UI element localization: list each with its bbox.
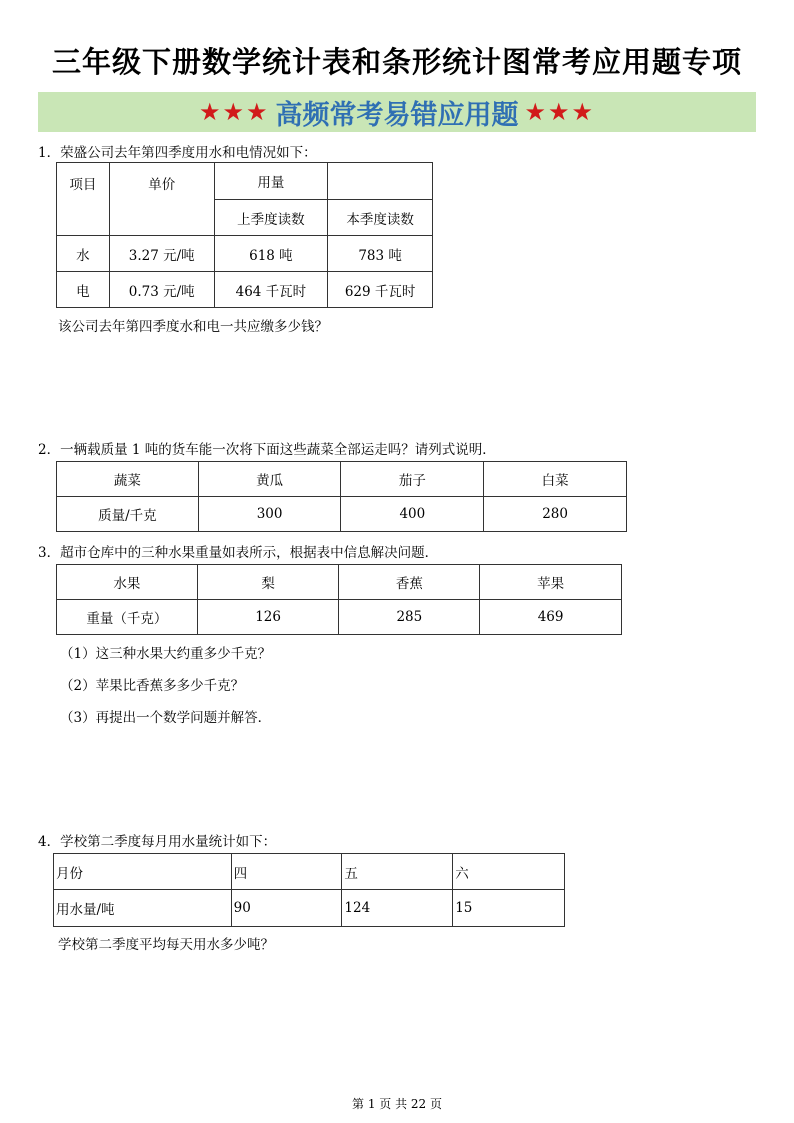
q4-cell: 124 [342, 890, 453, 927]
q1-cell: 水 [57, 236, 110, 272]
question-1-ask: 该公司去年第四季度水和电一共应缴多少钱？ [58, 319, 328, 335]
q4-head: 五 [342, 854, 453, 890]
question-3-sub-3: （3）再提出一个数学问题并解答． [60, 710, 272, 726]
table-row [54, 890, 565, 927]
q2-cell: 280 [484, 497, 627, 532]
q3-cell: 重量（千克） [57, 600, 198, 635]
q1-cell: 电 [57, 272, 110, 308]
stars-left: ★★★ [198, 98, 270, 126]
table-row [54, 854, 565, 890]
q3-table [56, 564, 622, 635]
q2-table [56, 461, 627, 532]
q4-table [53, 853, 565, 927]
page-footer: 第 1 页 共 22 页 [352, 1097, 442, 1111]
section-banner [38, 92, 756, 132]
q4-head: 月份 [54, 854, 232, 890]
q3-cell: 126 [197, 600, 339, 635]
question-3-text: 3．超市仓库中的三种水果重量如表所示，根据表中信息解决问题． [38, 545, 439, 561]
q1-cell: 0.73 元/吨 [109, 272, 214, 308]
q1-head-last: 上季度读数 [214, 200, 328, 236]
q4-head: 六 [453, 854, 565, 890]
table-row [57, 272, 433, 308]
q3-head: 苹果 [480, 565, 622, 600]
question-3-sub-2: （2）苹果比香蕉多多少千克？ [60, 678, 245, 694]
q1-table [56, 162, 433, 308]
table-row [57, 236, 433, 272]
q3-cell: 469 [480, 600, 622, 635]
q1-head-empty [328, 163, 433, 200]
q1-cell: 464 千瓦时 [214, 272, 328, 308]
q4-cell: 用水量/吨 [54, 890, 232, 927]
table-row [57, 497, 627, 532]
q3-cell: 285 [339, 600, 480, 635]
q4-cell: 15 [453, 890, 565, 927]
question-4-text: 4．学校第二季度每月用水量统计如下： [38, 834, 277, 850]
q3-head: 水果 [57, 565, 198, 600]
question-2-text: 2．一辆载质量 1 吨的货车能一次将下面这些蔬菜全部运走吗？请列式说明． [38, 442, 496, 458]
question-3-sub-1: （1）这三种水果大约重多少千克？ [60, 646, 272, 662]
q4-head: 四 [231, 854, 342, 890]
q1-head-this: 本季度读数 [328, 200, 433, 236]
q1-head-price: 单价 [109, 163, 214, 236]
q3-head: 香蕉 [339, 565, 480, 600]
q1-cell: 3.27 元/吨 [109, 236, 214, 272]
q2-head: 白菜 [484, 462, 627, 497]
q1-head-usage: 用量 [214, 163, 328, 200]
q2-cell: 300 [198, 497, 341, 532]
q3-head: 梨 [197, 565, 339, 600]
q1-cell: 618 吨 [214, 236, 328, 272]
question-1-text: 1．荣盛公司去年第四季度用水和电情况如下： [38, 145, 317, 161]
table-row [57, 600, 622, 635]
table-row [57, 462, 627, 497]
question-4-ask: 学校第二季度平均每天用水多少吨？ [58, 937, 274, 953]
q2-head: 蔬菜 [57, 462, 199, 497]
q4-cell: 90 [231, 890, 342, 927]
stars-right: ★★★ [524, 98, 596, 126]
page-title: 三年级下册数学统计表和条形统计图常考应用题专项 [51, 45, 742, 79]
q1-cell: 629 千瓦时 [328, 272, 433, 308]
q1-cell: 783 吨 [328, 236, 433, 272]
q2-cell: 质量/千克 [57, 497, 199, 532]
q2-cell: 400 [341, 497, 484, 532]
q2-head: 黄瓜 [198, 462, 341, 497]
q2-head: 茄子 [341, 462, 484, 497]
banner-text: 高频常考易错应用题 [275, 99, 519, 131]
q1-head-item: 项目 [57, 163, 110, 236]
table-row [57, 565, 622, 600]
